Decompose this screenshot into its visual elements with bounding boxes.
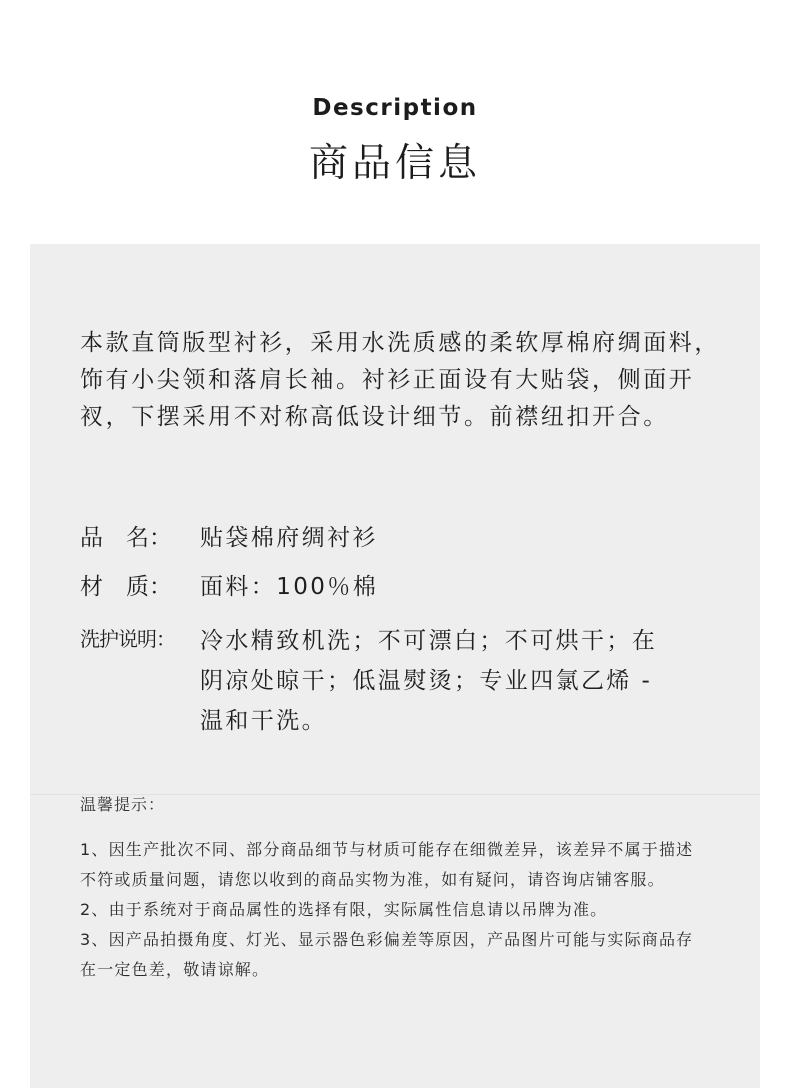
tip-item: 2、由于系统对于商品属性的选择有限，实际属性信息请以吊牌为准。	[80, 900, 608, 919]
spec-care-label: 洗护说明：	[80, 627, 175, 651]
spec-name-label: 品 名：	[80, 525, 172, 551]
spec-material-value: 面料：100％棉	[200, 574, 379, 600]
product-description: 本款直筒版型衬衫，采用水洗质感的柔软厚棉府绸面料，饰有小尖领和落肩长袖。衬衫正面设有大贴袋，侧面开衩，下摆采用不对称高低设计细节。前襟纽扣开合。	[80, 330, 720, 430]
spec-name-value: 贴袋棉府绸衬衫	[200, 525, 378, 551]
tips-list	[80, 835, 710, 985]
section-title-cn: 商品信息	[308, 141, 481, 186]
tip-item: 3、因产品拍摄角度、灯光、显示器色彩偏差等原因，产品图片可能与实际商品存在一定色差，敬请谅解。	[80, 930, 694, 979]
spec-care-value: 冷水精致机洗；不可漂白；不可烘干；在阴凉处晾干；低温熨烫；专业四氯乙烯 - 温和干洗。	[200, 628, 658, 734]
tips-title: 温馨提示：	[80, 795, 166, 814]
tip-item: 1、因生产批次不同、部分商品细节与材质可能存在细微差异，该差异不属于描述不符或质量问题，请您以收到的商品实物为准，如有疑问，请咨询店铺客服。	[80, 840, 694, 889]
section-title-en: Description	[312, 95, 478, 121]
spec-material-label: 材 质：	[80, 574, 172, 600]
